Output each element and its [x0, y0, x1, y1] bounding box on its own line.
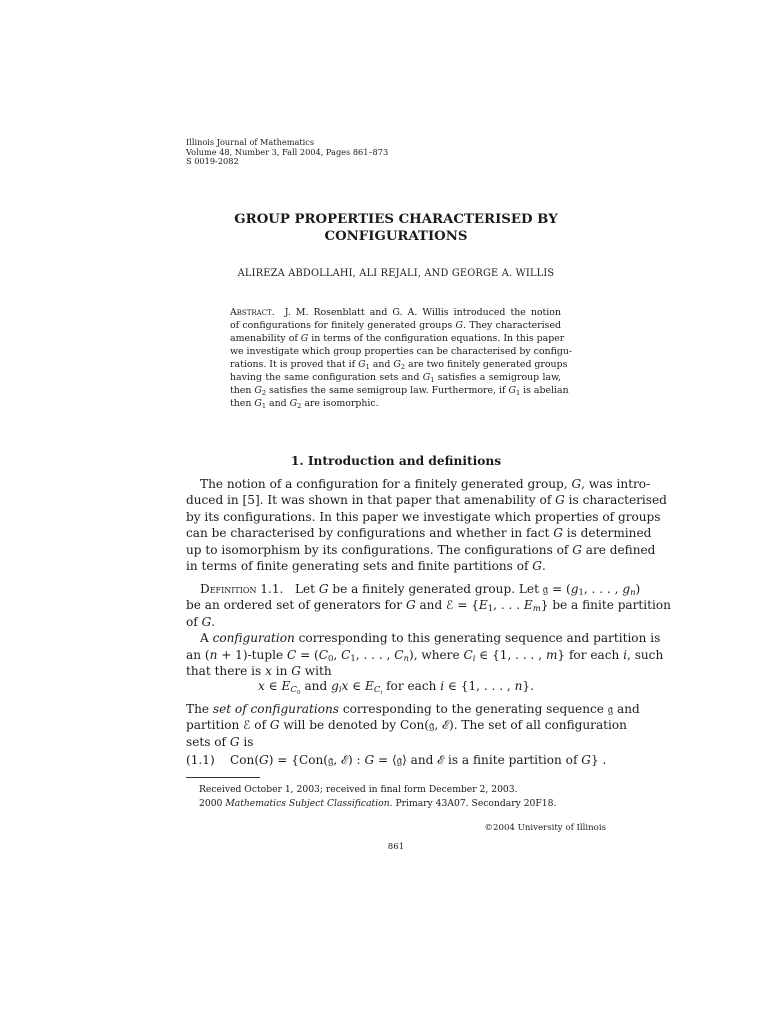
copyright: ©2004 University of Illinois	[484, 823, 606, 833]
definition-line: of G.	[186, 614, 216, 629]
set-of-configurations-paragraph	[186, 701, 640, 750]
paragraph-line: The set of configurations corresponding to the generating sequence 𝔤 and	[186, 702, 640, 716]
definition-line: Definition 1.1. Let G be a finitely generated group. Let 𝔤 = ($g_1$, . . . , $g_n$)	[200, 582, 641, 597]
abstract	[230, 306, 573, 410]
abstract-line: rations. It is proved that if $G_1$ and $G_2$ are two finitely generated groups	[230, 359, 568, 371]
authors: ALIREZA ABDOLLAHI, ALI REJALI, AND GEORGE A. WILLIS	[237, 268, 555, 279]
journal-issn: S 0019-2082	[186, 156, 239, 166]
abstract-line: then $G_1$ and $G_2$ are isomorphic.	[230, 398, 379, 410]
paragraph-line: in terms of finite generating sets and finite partitions of G.	[186, 558, 546, 573]
definition-line: that there is x in G with	[186, 663, 332, 678]
abstract-heading: Abstract.	[230, 307, 275, 318]
footnotes	[199, 783, 556, 811]
abstract-line: amenability of G in terms of the configuration equations. In this paper	[230, 333, 565, 344]
equation-number: (1.1)	[186, 753, 215, 767]
definition-line: an (n + 1)-tuple $C = (C_0$, $C_1$, . . . , $C_n$), where $C_i$ ∈ {1, . . . , m} for each i, such	[186, 647, 664, 663]
msc-note: 2000 Mathematics Subject Classification. Primary 43A07. Secondary 20F18.	[199, 798, 557, 809]
paragraph-line: The notion of a configuration for a finitely generated group, G, was intro-	[200, 477, 651, 491]
abstract-line: Abstract. J. M. Rosenblatt and G. A. Willis introduced the notion	[230, 307, 561, 318]
paragraph-line: can be characterised by configurations and whether in fact G is determined	[186, 526, 652, 541]
journal-header	[186, 138, 388, 167]
received-note: Received October 1, 2003; received in final form December 2, 2003.	[199, 784, 518, 795]
page-number: 861	[387, 842, 405, 852]
paragraph-line: by its configurations. In this paper we investigate which properties of groups	[186, 509, 661, 524]
journal-volume: Volume 48, Number 3, Fall 2004, Pages 861–873	[186, 146, 389, 157]
definition-line: be an ordered set of generators for G and ℰ = {$E_1$, . . . $E_m$} be a finite partition	[186, 598, 671, 614]
footnote-rule	[186, 777, 260, 778]
abstract-line: having the same configuration sets and $G_1$ satisfies a semigroup law,	[230, 372, 562, 384]
title-line-1: GROUP PROPERTIES CHARACTERISED BY	[234, 212, 558, 227]
abstract-line: of configurations for finitely generated groups G. They characterised	[230, 320, 561, 331]
definition-label: Definition 1.1.	[200, 582, 284, 596]
journal-name: Illinois Journal of Mathematics	[186, 137, 315, 147]
abstract-line: then $G_2$ satisfies the same semigroup law. Furthermore, if $G_1$ is abelian	[230, 385, 569, 397]
paper-title	[186, 211, 606, 245]
paragraph-line: sets of G is	[186, 734, 254, 749]
abstract-line: we investigate which group properties can be characterised by configu-	[230, 346, 573, 357]
title-line-2: CONFIGURATIONS	[324, 229, 468, 244]
definition-line: A configuration corresponding to this generating sequence and partition is	[200, 631, 661, 646]
configuration-condition: x ∈ $E_{C_0}$ and $g_ix$ ∈ $E_{C_i}$ for each i ∈ {1, . . . , n}.	[258, 679, 534, 696]
section-heading: 1. Introduction and definitions	[290, 454, 502, 468]
paragraph-line: up to isomorphism by its configurations. The configurations of G are defined	[186, 542, 656, 557]
paragraph-line: duced in [5]. It was shown in that paper that amenability of G is characterised	[186, 493, 667, 508]
intro-paragraph	[186, 476, 667, 574]
paragraph-line: partition ℰ of G will be denoted by Con(𝔤, ℰ). The set of all configuration	[186, 718, 627, 733]
definition-block	[186, 581, 671, 679]
equation-body: Con(G) = {Con(𝔤, ℰ) : G = ⟨𝔤⟩ and ℰ is a finite partition of G} .	[230, 753, 607, 767]
